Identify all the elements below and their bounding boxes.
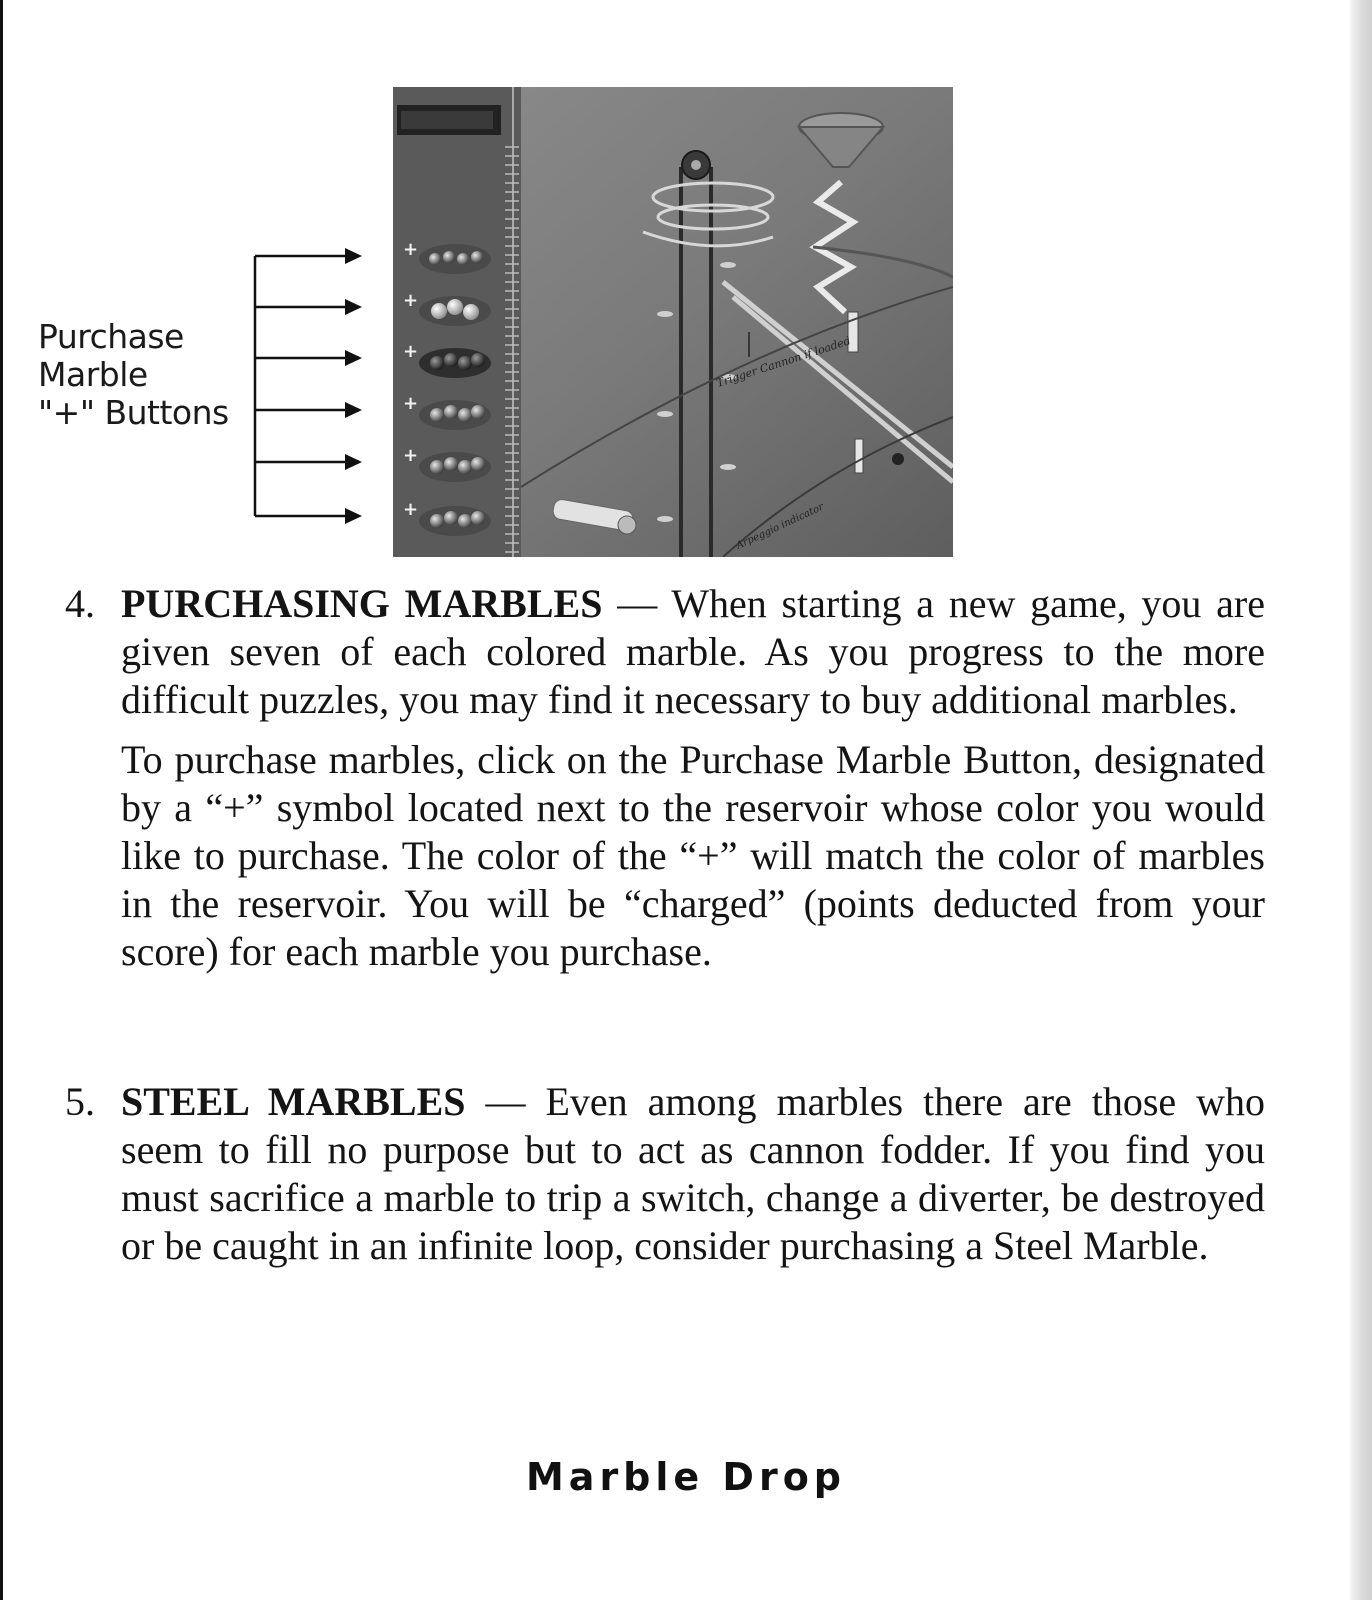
arrow-3-icon <box>345 350 362 366</box>
item-heading: PURCHASING MARBLES <box>121 581 603 626</box>
item-number: 4. <box>65 581 95 626</box>
arrow-6-icon <box>345 508 362 524</box>
em-dash: — <box>602 581 672 626</box>
item-heading: STEEL MARBLES <box>121 1079 466 1124</box>
item-paragraph-1 <box>121 1078 1265 1270</box>
callout-bracket-arrows <box>0 0 400 560</box>
arrow-5-icon <box>345 454 362 470</box>
plus-button-3: + <box>403 341 419 362</box>
page-footer-title: Marble Drop <box>525 1455 847 1499</box>
page-edge-right <box>1350 0 1372 1600</box>
plus-button-5: + <box>403 445 419 466</box>
em-dash: — <box>465 1079 546 1124</box>
annotation-trigger: Trigger Cannon if loaded <box>714 334 853 390</box>
item-number: 5. <box>65 1079 95 1124</box>
item-paragraph-1 <box>121 580 1265 724</box>
item-text: Even among marbles there are those who seem to fill no purpose but to act as cannon fodder. If you find you must sacrifice a marble to trip a switch, change a diverter, be destroyed or be caught in an infinite loop, consider purchasing a Steel Marble. <box>121 1079 1266 1268</box>
arrow-2-icon <box>345 299 362 315</box>
arrow-1-icon <box>345 248 362 264</box>
annotation-bottom: Arpeggio indicator <box>734 501 826 552</box>
plus-button-6: + <box>403 499 419 520</box>
item-steel-marbles <box>65 1078 1265 1282</box>
game-screenshot <box>393 87 953 557</box>
callout-line-3: "+" Buttons <box>38 393 229 432</box>
callout-line-1: Purchase <box>38 317 184 356</box>
plus-button-4: + <box>403 393 419 414</box>
item-text: When starting a new game, you are given seven of each colored marble. As you progress to the more difficult puzzles, you may find it necessary to buy additional marbles. <box>121 581 1266 722</box>
item-purchasing-marbles <box>65 580 1265 988</box>
arrow-4-icon <box>345 402 362 418</box>
callout-line-2: Marble <box>38 355 148 394</box>
plus-button-1: + <box>403 239 419 260</box>
item-paragraph-2: To purchase marbles, click on the Purchase Marble Button, designated by a “+” symbol located next to the reservoir whose color you would like to purchase. The color of the “+” will match the color of marbles in the reservoir. You will be “charged” (points deducted from your score) for each marble you purchase. <box>121 737 1265 974</box>
plus-button-2: + <box>403 290 419 311</box>
